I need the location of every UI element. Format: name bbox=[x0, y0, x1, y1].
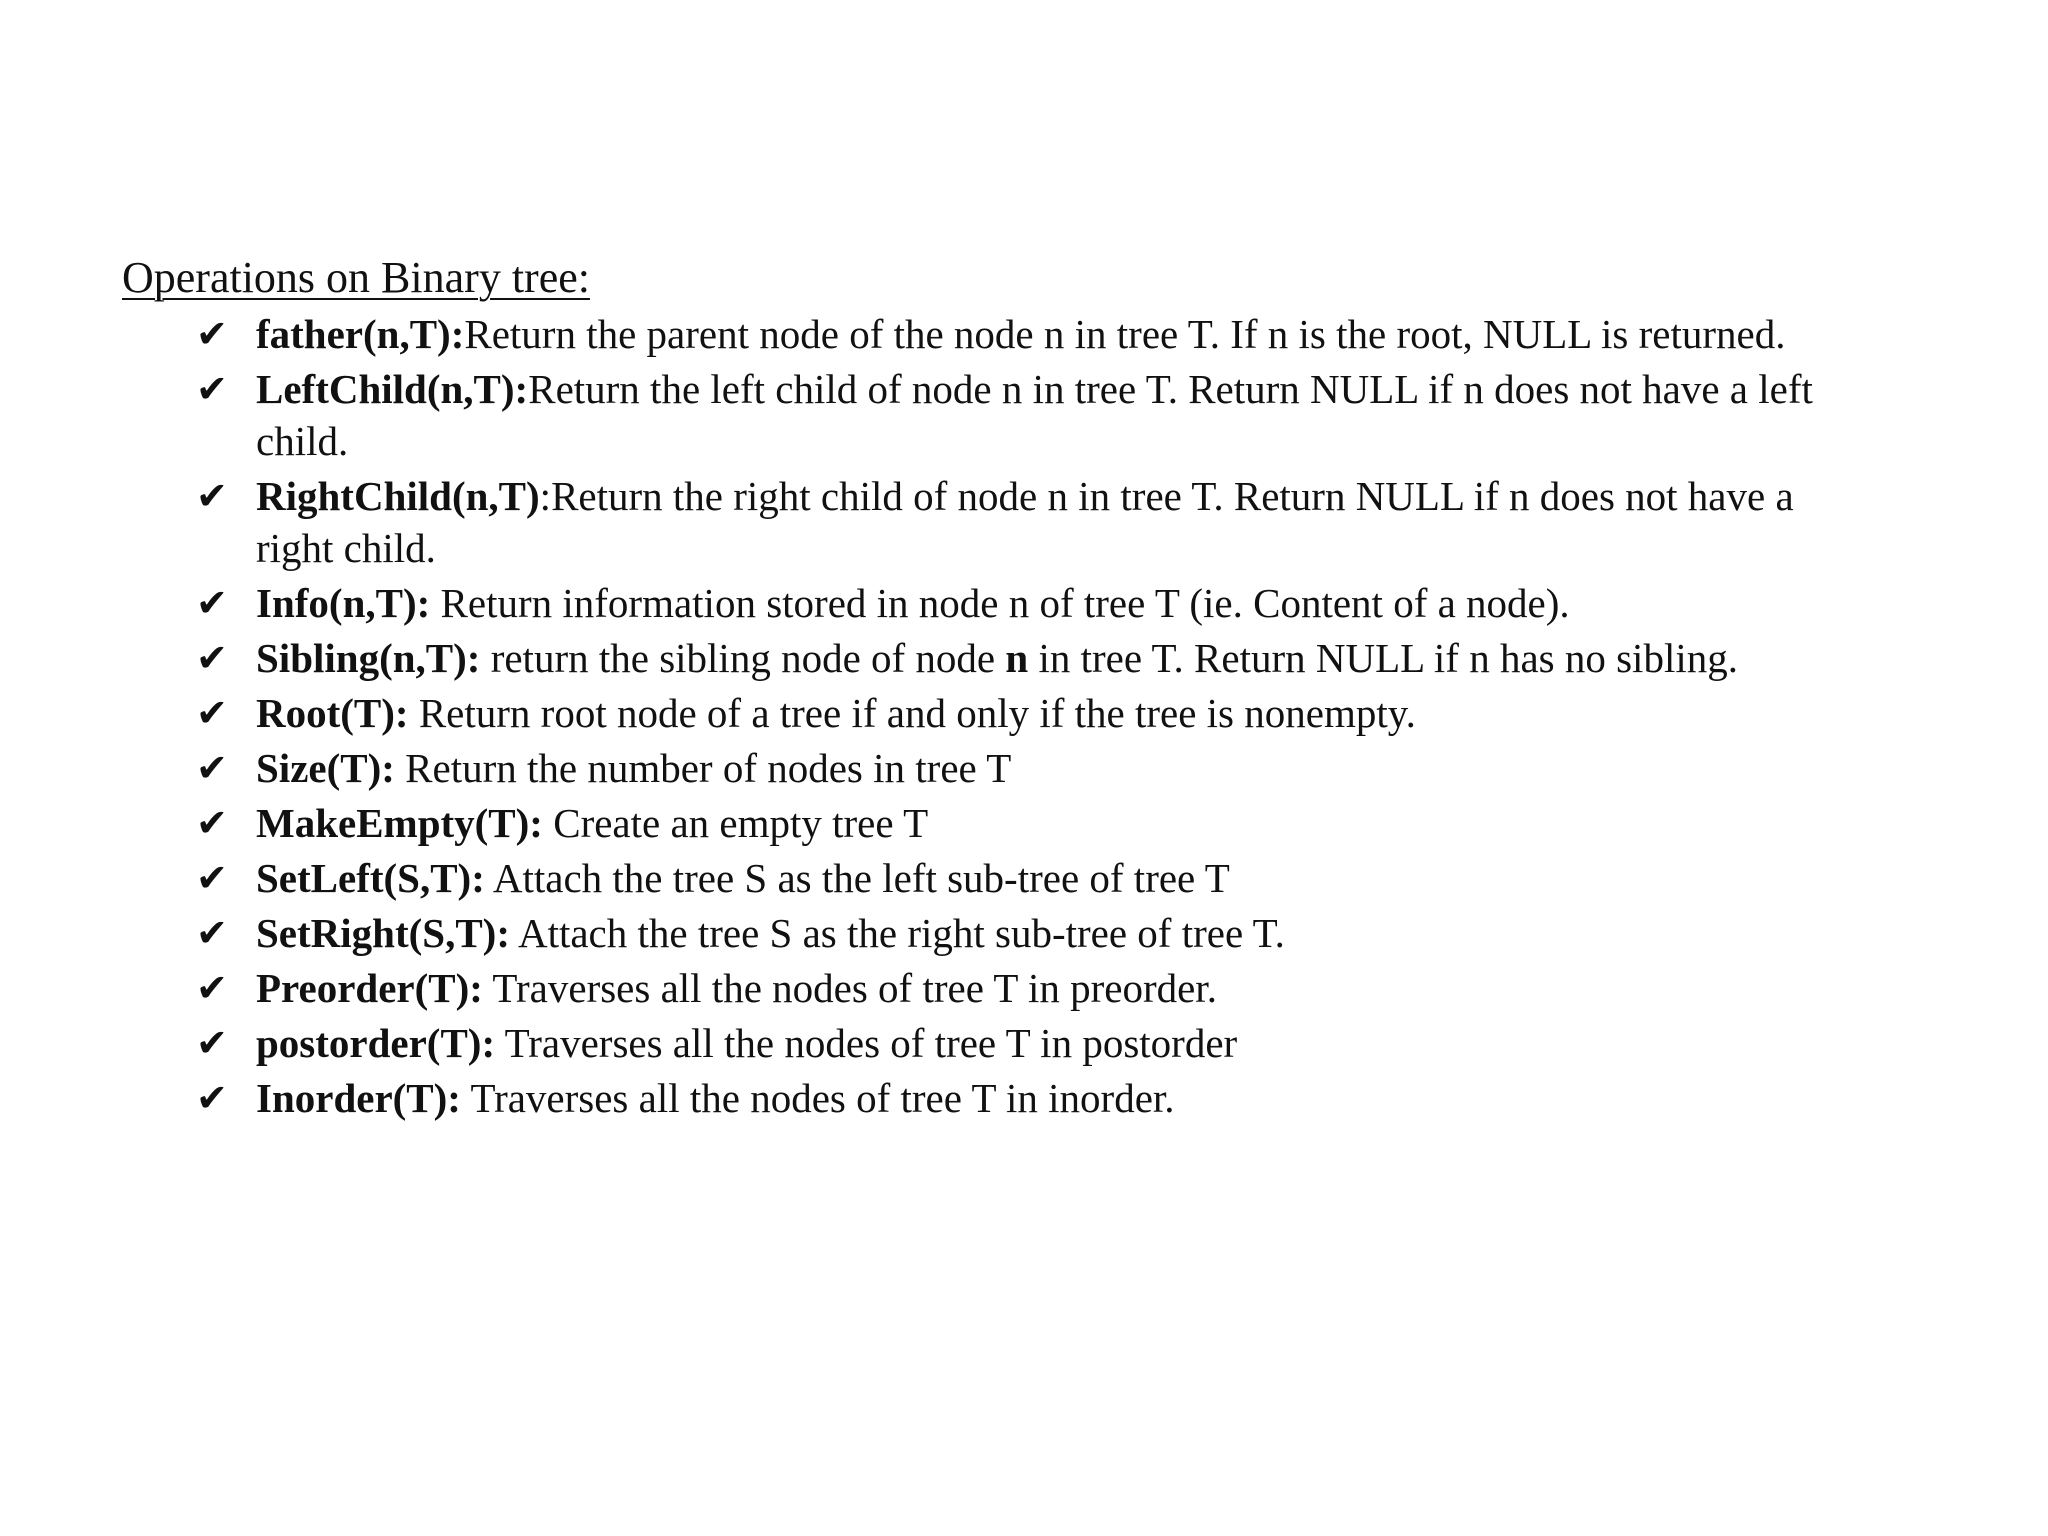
operation-name: SetLeft(S,T): bbox=[256, 855, 485, 901]
operation-inorder bbox=[196, 1072, 1836, 1124]
check-mark-icon: ✔ bbox=[196, 801, 228, 845]
operation-description: :Return the right child of node n in tree T. Return NULL if n does not have a right child. bbox=[256, 473, 1794, 571]
operation-name: SetRight(S,T): bbox=[256, 910, 510, 956]
operation-rightchild bbox=[196, 470, 1836, 574]
operation-postorder bbox=[196, 1017, 1836, 1069]
check-mark-icon: ✔ bbox=[196, 856, 228, 900]
check-mark-icon: ✔ bbox=[196, 911, 228, 955]
operation-description: Return the number of nodes in tree T bbox=[394, 745, 1012, 791]
check-mark-icon: ✔ bbox=[196, 367, 228, 411]
operation-name: RightChild(n,T) bbox=[256, 473, 540, 519]
section-heading: Operations on Binary tree: bbox=[122, 253, 590, 302]
operation-preorder bbox=[196, 962, 1836, 1014]
operation-name: Info(n,T): bbox=[256, 580, 431, 626]
operation-description: Attach the tree S as the right sub-tree of tree T. bbox=[509, 910, 1285, 956]
operation-name: father(n,T): bbox=[256, 311, 465, 357]
operation-description: Traverses all the nodes of tree T in preorder. bbox=[482, 965, 1217, 1011]
operation-size bbox=[196, 742, 1836, 794]
operation-name: Root(T): bbox=[256, 690, 409, 736]
operation-setleft bbox=[196, 852, 1836, 904]
operation-description: Return the left child of node n in tree T. Return NULL if n does not have a left child. bbox=[256, 366, 1813, 464]
operation-description-end: in tree T. Return NULL if n has no sibling. bbox=[1028, 635, 1738, 681]
check-mark-icon: ✔ bbox=[196, 1021, 228, 1065]
operation-leftchild bbox=[196, 363, 1836, 467]
operation-father bbox=[196, 308, 1836, 360]
operation-makeempty bbox=[196, 797, 1836, 849]
check-mark-icon: ✔ bbox=[196, 636, 228, 680]
operation-info bbox=[196, 577, 1836, 629]
check-mark-icon: ✔ bbox=[196, 966, 228, 1010]
operation-name: Preorder(T): bbox=[256, 965, 483, 1011]
operations-list bbox=[196, 308, 1836, 1127]
operation-name: Inorder(T): bbox=[256, 1075, 461, 1121]
check-mark-icon: ✔ bbox=[196, 312, 228, 356]
operation-root bbox=[196, 687, 1836, 739]
operation-description-start: return the sibling node of node bbox=[480, 635, 1006, 681]
check-mark-icon: ✔ bbox=[196, 691, 228, 735]
operation-name: LeftChild(n,T): bbox=[256, 366, 529, 412]
operation-setright bbox=[196, 907, 1836, 959]
operation-description: Attach the tree S as the left sub-tree of tree T bbox=[484, 855, 1230, 901]
check-mark-icon: ✔ bbox=[196, 746, 228, 790]
check-mark-icon: ✔ bbox=[196, 474, 228, 518]
operation-name: postorder(T): bbox=[256, 1020, 496, 1066]
operation-name: Sibling(n,T): bbox=[256, 635, 481, 681]
operation-description: Create an empty tree T bbox=[542, 800, 929, 846]
operation-description: Return the parent node of the node n in tree T. If n is the root, NULL is returned. bbox=[464, 311, 1786, 357]
operation-name: Size(T): bbox=[256, 745, 395, 791]
operation-name: MakeEmpty(T): bbox=[256, 800, 543, 846]
operation-description-emphasis: n bbox=[1005, 635, 1029, 681]
operation-description: Traverses all the nodes of tree T in postorder bbox=[495, 1020, 1238, 1066]
operation-description: Traverses all the nodes of tree T in inorder. bbox=[460, 1075, 1175, 1121]
operation-description: Return information stored in node n of tree T (ie. Content of a node). bbox=[430, 580, 1570, 626]
check-mark-icon: ✔ bbox=[196, 581, 228, 625]
check-mark-icon: ✔ bbox=[196, 1076, 228, 1120]
operation-sibling bbox=[196, 632, 1836, 684]
operation-description: Return root node of a tree if and only if the tree is nonempty. bbox=[408, 690, 1416, 736]
